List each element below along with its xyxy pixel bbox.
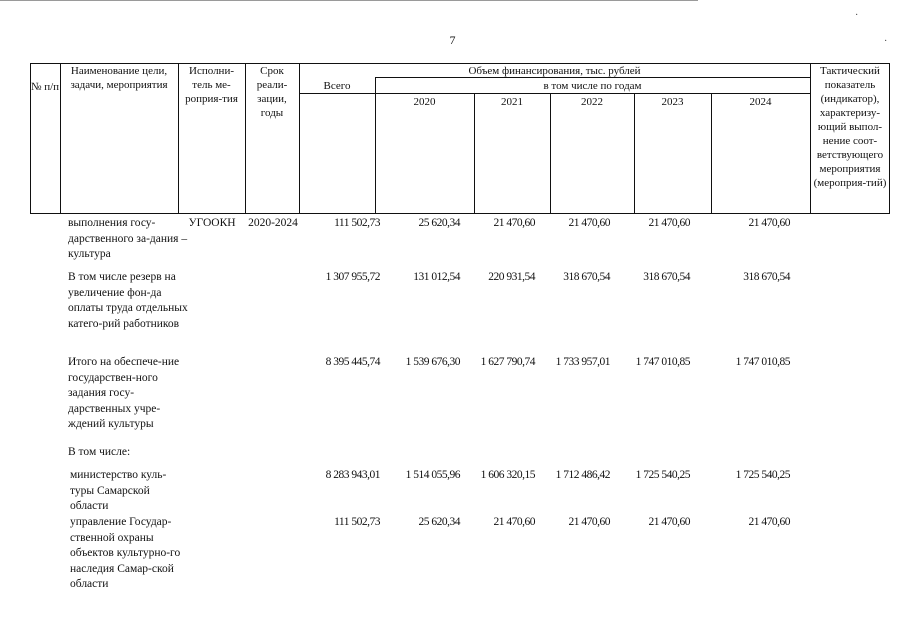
header-name: Наименование цели, задачи, мероприятия xyxy=(70,65,168,91)
row-2024: 1 725 540,25 xyxy=(735,469,790,481)
row-total: 8 283 943,01 xyxy=(325,469,380,481)
row-2020: 1 539 676,30 xyxy=(405,356,460,368)
row-2024: 1 747 010,85 xyxy=(735,356,790,368)
row-total: 111 502,73 xyxy=(334,217,380,229)
row-2022: 21 470,60 xyxy=(568,217,610,229)
row-name: В том числе резерв на увеличение фон-да оплаты труда отдельных катего-рий работников xyxy=(68,271,188,330)
row-2024: 318 670,54 xyxy=(743,271,790,283)
row-2020: 25 620,34 xyxy=(418,217,460,229)
header-by-years: в том числе по годам xyxy=(543,80,642,92)
scan-speck: · xyxy=(855,10,859,21)
row-total: 111 502,73 xyxy=(334,516,380,528)
header-term: Срок реали-зации, годы xyxy=(256,65,288,119)
row-2024: 21 470,60 xyxy=(748,516,790,528)
header-executor: Исполни-тель ме-роприя-тия xyxy=(185,65,238,105)
row-2022: 1 712 486,42 xyxy=(555,469,610,481)
row-2023: 1 747 010,85 xyxy=(635,356,690,368)
row-2024: 21 470,60 xyxy=(748,217,790,229)
header-year-2020: 2020 xyxy=(413,96,436,108)
row-name: выполнения госу-дарственного за-дания – культура xyxy=(68,217,188,261)
row-executor: УГООКН xyxy=(188,217,236,229)
page-number: 7 xyxy=(449,33,456,47)
row-2021: 21 470,60 xyxy=(493,516,535,528)
row-2022: 21 470,60 xyxy=(568,516,610,528)
row-2023: 1 725 540,25 xyxy=(635,469,690,481)
row-2023: 21 470,60 xyxy=(648,516,690,528)
row-2021: 220 931,54 xyxy=(488,271,535,283)
header-finance: Объем финансирования, тыс. рублей xyxy=(468,65,641,77)
row-total: 8 395 445,74 xyxy=(325,356,380,368)
header-indicator: Тактический показатель (индикатор), характеризу-ющий выпол-нение соот-ветствующего мероприятия (мероприя-тий) xyxy=(813,65,887,189)
row-name: управление Государ-ственной охраны объектов культурно-го наследия Самар-ской области xyxy=(70,516,181,591)
row-2020: 25 620,34 xyxy=(418,516,460,528)
row-2023: 318 670,54 xyxy=(643,271,690,283)
row-2023: 21 470,60 xyxy=(648,217,690,229)
row-total: 1 307 955,72 xyxy=(325,271,380,283)
row-name: министерство куль-туры Самарской области xyxy=(70,469,167,513)
scan-speck: · xyxy=(884,36,888,47)
header-total: Всего xyxy=(323,80,351,92)
header-year-2023: 2023 xyxy=(661,96,684,108)
row-2022: 318 670,54 xyxy=(563,271,610,283)
header-year-2022: 2022 xyxy=(581,96,603,108)
row-2020: 131 012,54 xyxy=(413,271,460,283)
row-term: 2020-2024 xyxy=(248,217,298,229)
row-2021: 1 627 790,74 xyxy=(480,356,535,368)
row-2020: 1 514 055,96 xyxy=(405,469,460,481)
row-2021: 21 470,60 xyxy=(493,217,535,229)
header-year-2021: 2021 xyxy=(501,96,523,108)
top-rule xyxy=(0,0,698,1)
row-2022: 1 733 957,01 xyxy=(555,356,610,368)
header-year-2024: 2024 xyxy=(749,96,772,108)
row-2021: 1 606 320,15 xyxy=(480,469,535,481)
row-name: Итого на обеспече-ние государствен-ного задания госу-дарственных учре-ждений культуры xyxy=(68,356,180,431)
table-header xyxy=(30,63,890,214)
row-name: В том числе: xyxy=(68,446,131,458)
header-number: № п/п xyxy=(30,81,60,93)
